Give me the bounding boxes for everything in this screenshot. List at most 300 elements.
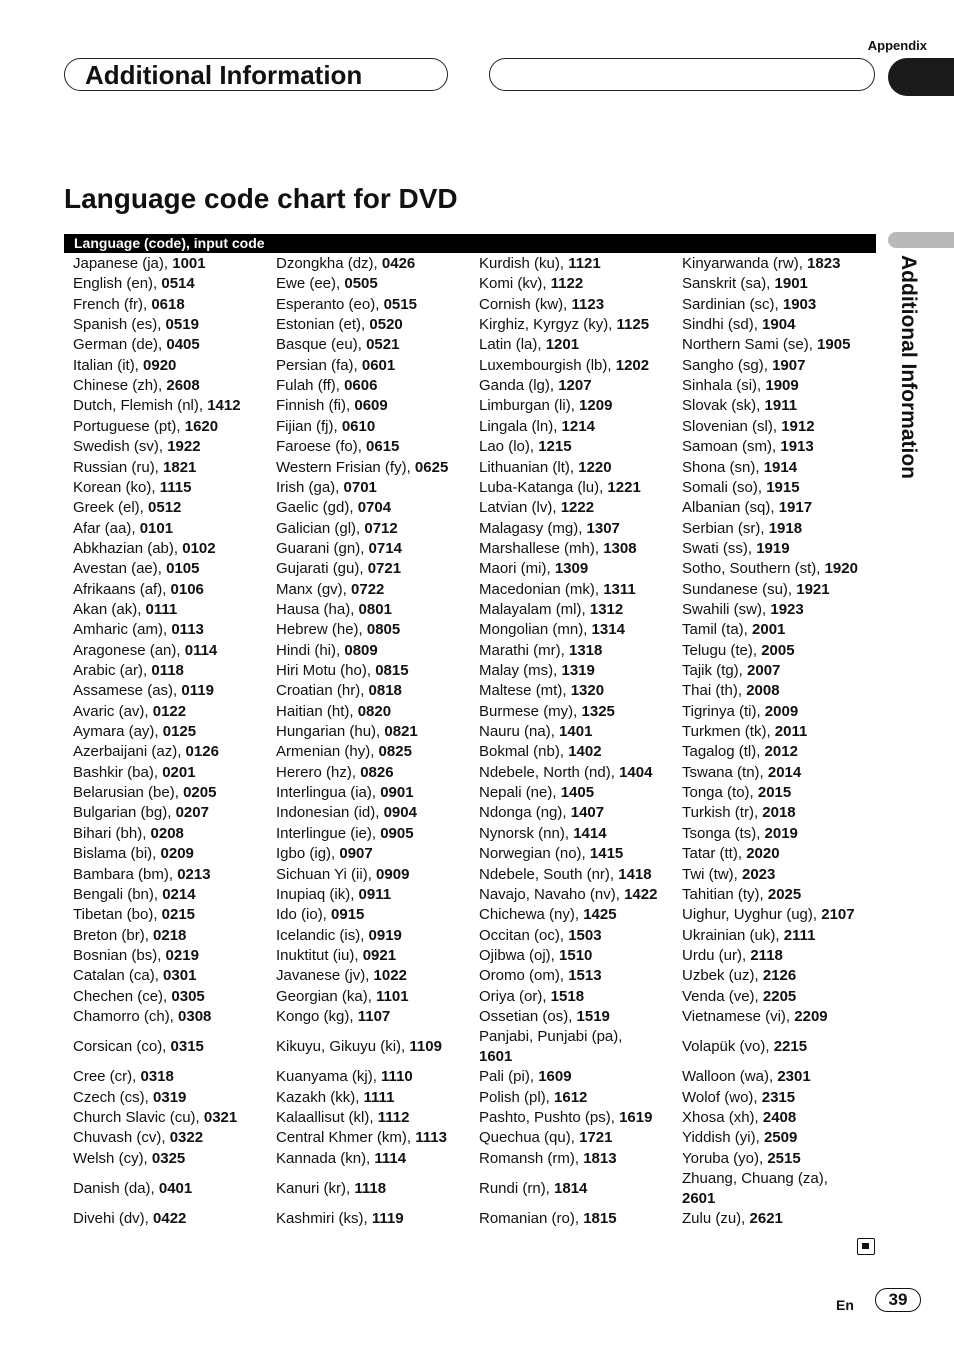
language-name: Slovenian (sl), [682, 417, 782, 435]
language-input-code: 0805 [366, 621, 401, 639]
language-input-code: 0505 [344, 275, 378, 293]
language-name: Macedonian (mk), [479, 580, 604, 598]
language-input-code: 1107 [357, 1007, 391, 1025]
language-input-code: 0920 [143, 356, 177, 374]
language-name: Ndonga (ng), [479, 804, 571, 822]
language-name: Tigrinya (ti), [682, 702, 765, 720]
language-input-code: 2005 [761, 641, 795, 659]
language-entry [479, 1209, 617, 1229]
language-input-code: 1325 [581, 702, 615, 720]
language-input-code: 1112 [377, 1109, 410, 1126]
language-name: Italian (it), [73, 356, 144, 374]
language-input-code: 2118 [750, 946, 783, 964]
language-input-code: 1612 [554, 1088, 588, 1106]
language-entry [479, 742, 602, 762]
language-entry [682, 396, 797, 416]
language-name: Marathi (mr), [479, 641, 569, 659]
language-name: Herero (hz), [276, 763, 361, 781]
language-entry [73, 1149, 185, 1169]
language-name: Kikuyu, Gikuyu (ki), [276, 1038, 410, 1056]
language-input-code: 0610 [341, 417, 376, 435]
table-header: Language (code), input code [64, 234, 876, 253]
language-input-code: 1721 [579, 1129, 613, 1147]
language-input-code: 2018 [762, 804, 796, 822]
language-input-code: 1903 [782, 295, 817, 313]
section-title: Additional Information [85, 60, 363, 90]
language-entry [682, 620, 785, 640]
language-input-code: 1923 [770, 600, 804, 618]
language-name: Polish (pl), [479, 1088, 555, 1106]
language-name: Greek (el), [73, 499, 149, 517]
language-name: Bosnian (bs), [73, 946, 166, 964]
language-entry [276, 519, 398, 539]
language-name: Sanskrit (sa), [682, 275, 775, 293]
language-input-code: 0519 [165, 316, 199, 334]
language-input-code: 1312 [589, 600, 624, 618]
language-name: Inuktitut (iu), [276, 946, 363, 964]
language-entry [682, 1037, 807, 1057]
language-name: Twi (tw), [682, 865, 742, 883]
language-input-code: 1114 [374, 1149, 407, 1167]
language-input-code: 0818 [368, 682, 402, 700]
language-entry [276, 417, 375, 437]
language-entry [276, 437, 399, 457]
language-input-code: 0520 [369, 316, 403, 334]
language-entry [682, 681, 780, 701]
language-input-code: 1109 [409, 1038, 442, 1056]
language-name: Occitan (oc), [479, 926, 569, 944]
language-input-code: 1418 [618, 865, 652, 883]
language-input-code: 0826 [360, 763, 394, 781]
language-name: Icelandic (is), [276, 926, 369, 944]
language-name: Armenian (hy), [276, 743, 379, 761]
language-name: Swahili (sw), [682, 600, 771, 618]
language-input-code: 0609 [354, 397, 388, 415]
language-name: Nauru (na), [479, 723, 560, 741]
language-name: English (en), [73, 275, 162, 293]
language-name: Yoruba (yo), [682, 1149, 768, 1167]
language-name: Aymara (ay), [73, 723, 163, 741]
language-name: Basque (eu), [276, 336, 367, 354]
language-entry [479, 254, 601, 274]
language-entry [276, 295, 417, 315]
language-input-code: 0308 [178, 1007, 212, 1025]
language-entry [479, 1088, 587, 1108]
language-entry [682, 580, 830, 600]
language-input-code: 0820 [357, 702, 392, 720]
language-input-code: 2209 [794, 1007, 828, 1025]
language-input-code: 1814 [554, 1180, 588, 1198]
language-name: Romansh (rm), [479, 1149, 584, 1167]
language-entry [479, 702, 615, 722]
language-entry [276, 1108, 409, 1128]
language-entry [479, 722, 592, 742]
language-entry [479, 661, 595, 681]
language-input-code: 1917 [778, 499, 813, 517]
language-name: Tatar (tt), [682, 845, 747, 863]
language-input-code: 0601 [361, 356, 396, 374]
language-input-code: 1913 [780, 438, 814, 456]
language-entry [73, 376, 200, 396]
language-entry [682, 274, 808, 294]
language-input-code: 1318 [569, 641, 603, 659]
language-input-code: 1412 [207, 397, 241, 415]
language-name: Haitian (ht), [276, 702, 358, 720]
language-entry [276, 376, 377, 396]
language-entry [682, 824, 798, 844]
language-entry [479, 478, 641, 498]
language-name: Kanuri (kr), [276, 1180, 355, 1198]
language-name: Bokmal (nb), [479, 743, 569, 761]
language-entry [276, 1209, 404, 1229]
language-name: Oriya (or), [479, 987, 551, 1005]
language-name: Malayalam (ml), [479, 600, 590, 618]
language-entry [73, 1007, 211, 1027]
language-name: Persian (fa), [276, 356, 362, 374]
language-name: Mongolian (mn), [479, 621, 592, 639]
language-input-code: 0714 [368, 539, 402, 557]
language-name: Xhosa (xh), [682, 1109, 763, 1126]
language-entry [682, 702, 798, 722]
language-input-code: 2014 [767, 763, 802, 781]
appendix-label: Appendix [867, 38, 927, 53]
language-entry [276, 824, 414, 844]
language-name: Malay (ms), [479, 662, 562, 679]
language-name: Dzongkha (dz), [276, 255, 382, 272]
language-name: Igbo (ig), [276, 845, 340, 863]
language-name: Portuguese (pt), [73, 417, 185, 435]
end-of-section-icon [857, 1238, 875, 1255]
language-input-code: 1915 [766, 478, 800, 496]
language-name: Welsh (cy), [73, 1149, 152, 1167]
language-input-code: 0907 [339, 845, 373, 863]
language-entry [479, 905, 617, 925]
language-entry [276, 865, 409, 885]
language-name: Slovak (sk), [682, 397, 765, 415]
language-input-code: 0201 [162, 763, 196, 781]
language-name: Kurdish (ku), [479, 255, 569, 272]
language-input-code: 1405 [560, 784, 595, 802]
language-input-code: 0209 [160, 845, 194, 863]
language-entry [73, 315, 199, 335]
language-input-code: 1920 [824, 560, 858, 578]
language-name: Chamorro (ch), [73, 1007, 179, 1025]
language-input-code: 1022 [373, 967, 407, 985]
language-entry [276, 661, 409, 681]
language-entry [682, 1108, 796, 1128]
language-indicator: En [836, 1297, 854, 1313]
language-name: Bulgarian (bg), [73, 804, 176, 822]
language-input-code: 1125 [616, 316, 650, 334]
language-name: Tahitian (ty), [682, 885, 768, 903]
language-entry [479, 926, 602, 946]
section-title-pill [64, 58, 448, 91]
language-input-code: 0114 [184, 641, 218, 659]
language-entry [479, 1007, 610, 1027]
language-input-code: 1518 [550, 987, 585, 1005]
language-input-code: 1214 [561, 417, 595, 435]
language-input-code: 0106 [170, 580, 204, 598]
language-name: Northern Sami (se), [682, 336, 818, 354]
language-entry [73, 600, 177, 620]
language-entry [479, 987, 584, 1007]
language-entry [479, 1027, 659, 1067]
language-name: Hausa (ha), [276, 600, 359, 618]
language-name: Serbian (sr), [682, 519, 769, 537]
language-name: Swati (ss), [682, 539, 757, 557]
language-input-code: 1220 [578, 458, 612, 476]
language-entry [682, 803, 796, 823]
language-input-code: 1914 [763, 458, 798, 476]
language-entry [276, 580, 384, 600]
language-input-code: 1101 [376, 987, 409, 1005]
language-name: Fijian (fj), [276, 417, 342, 435]
language-input-code: 1110 [381, 1068, 413, 1086]
language-input-code: 1221 [607, 478, 641, 496]
language-name: Kannada (kn), [276, 1149, 375, 1167]
language-input-code: 2301 [777, 1068, 811, 1086]
language-entry [682, 783, 791, 803]
language-input-code: 2009 [764, 702, 799, 720]
language-entry [682, 539, 790, 559]
language-name: Japanese (ja), [73, 255, 173, 272]
language-entry [73, 478, 191, 498]
language-input-code: 0207 [175, 804, 209, 822]
language-entry [682, 926, 815, 946]
language-entry [682, 661, 780, 681]
language-entry [479, 295, 604, 315]
language-entry [73, 1209, 186, 1229]
language-name: Cree (cr), [73, 1068, 141, 1086]
language-entry [682, 987, 796, 1007]
language-entry [479, 356, 649, 376]
language-entry [682, 335, 850, 355]
language-input-code: 0101 [139, 519, 174, 537]
language-name: Ukrainian (uk), [682, 926, 784, 944]
language-name: Manx (gv), [276, 580, 352, 598]
language-name: Hindi (hi), [276, 641, 345, 659]
language-name: Gujarati (gu), [276, 560, 368, 578]
language-entry [73, 620, 204, 640]
language-entry [276, 987, 409, 1007]
language-input-code: 1402 [568, 743, 602, 761]
language-input-code: 0712 [364, 519, 398, 537]
language-input-code: 0113 [171, 621, 204, 639]
language-input-code: 1823 [807, 255, 841, 272]
language-entry [479, 865, 652, 885]
language-input-code: 1307 [586, 519, 620, 537]
language-name: Divehi (dv), [73, 1210, 154, 1228]
language-input-code: 2608 [166, 377, 200, 395]
language-entry [682, 376, 799, 396]
language-entry [276, 1149, 406, 1169]
language-name: Fulah (ff), [276, 377, 345, 395]
language-name: Faroese (fo), [276, 438, 367, 456]
language-input-code: 0618 [151, 295, 185, 313]
language-name: Nynorsk (nn), [479, 824, 574, 842]
language-entry [276, 254, 415, 274]
language-entry [276, 803, 417, 823]
language-input-code: 1122 [550, 275, 584, 293]
language-input-code: 2001 [752, 621, 786, 639]
language-name: Chuvash (cv), [73, 1129, 170, 1147]
language-input-code: 0815 [375, 662, 409, 679]
language-name: Venda (ve), [682, 987, 763, 1005]
language-input-code: 1415 [589, 845, 624, 863]
language-entry [682, 1128, 797, 1148]
language-input-code: 1222 [560, 499, 595, 517]
side-section-label: Additional Information [897, 255, 920, 479]
language-input-code: 0301 [163, 967, 197, 985]
language-name: Kashmiri (ks), [276, 1210, 372, 1228]
language-entry [276, 396, 388, 416]
language-name: Thai (th), [682, 682, 747, 700]
language-name: Burmese (my), [479, 702, 582, 720]
language-name: Latvian (lv), [479, 499, 561, 517]
language-name: Luba-Katanga (lu), [479, 478, 608, 496]
language-entry [73, 661, 184, 681]
language-input-code: 1320 [570, 682, 605, 700]
language-input-code: 0105 [166, 560, 200, 578]
language-name: Somali (so), [682, 478, 767, 496]
language-name: Chichewa (ny), [479, 906, 584, 924]
language-input-code: 1314 [591, 621, 625, 639]
language-entry [276, 742, 412, 762]
language-entry [682, 1169, 862, 1209]
language-name: Galician (gl), [276, 519, 365, 537]
language-name: Chinese (zh), [73, 377, 167, 395]
language-name: Sinhala (si), [682, 377, 766, 395]
language-name: Quechua (qu), [479, 1129, 580, 1147]
language-entry [682, 295, 816, 315]
language-input-code: 2111 [783, 926, 816, 944]
language-entry [73, 274, 195, 294]
language-name: Indonesian (id), [276, 804, 384, 822]
language-entry [276, 844, 373, 864]
language-input-code: 2107 [821, 906, 855, 924]
language-entry [73, 1128, 203, 1148]
language-name: Kalaallisut (kl), [276, 1109, 378, 1126]
language-name: Western Frisian (fy), [276, 458, 415, 476]
language-name: French (fr), [73, 295, 152, 313]
language-entry [276, 478, 377, 498]
language-entry [276, 335, 399, 355]
language-input-code: 1311 [603, 580, 636, 598]
language-input-code: 1207 [558, 377, 592, 395]
language-entry [276, 885, 391, 905]
language-input-code: 0722 [351, 580, 385, 598]
language-name: Navajo, Navaho (nv), [479, 885, 625, 903]
language-name: Ewe (ee), [276, 275, 345, 293]
language-name: Tsonga (ts), [682, 824, 765, 842]
language-input-code: 2011 [774, 723, 808, 741]
language-name: Ossetian (os), [479, 1007, 577, 1025]
language-entry [73, 1067, 174, 1087]
language-input-code: 2025 [767, 885, 802, 903]
language-input-code: 1601 [479, 1048, 513, 1066]
language-name: Ido (io), [276, 906, 332, 924]
language-entry [73, 396, 241, 416]
language-name: Yiddish (yi), [682, 1129, 764, 1147]
language-entry [479, 763, 652, 783]
language-name: Irish (ga), [276, 478, 344, 496]
language-input-code: 0909 [376, 865, 410, 883]
language-entry [276, 600, 392, 620]
language-entry [73, 295, 185, 315]
language-input-code: 0515 [383, 295, 417, 313]
language-input-code: 0319 [153, 1088, 187, 1106]
language-input-code: 1921 [796, 580, 830, 598]
language-entry [479, 641, 602, 661]
language-input-code: 1510 [559, 946, 593, 964]
language-input-code: 1202 [615, 356, 650, 374]
language-name: Croatian (hr), [276, 682, 369, 700]
language-name: Ndebele, South (nr), [479, 865, 619, 883]
language-name: Abkhazian (ab), [73, 539, 183, 557]
language-input-code: 2205 [762, 987, 797, 1005]
language-entry [73, 722, 196, 742]
language-entry [276, 356, 395, 376]
language-entry [276, 905, 364, 925]
language-entry [682, 905, 855, 925]
language-name: Sangho (sg), [682, 356, 773, 374]
language-entry [479, 966, 602, 986]
language-input-code: 2515 [767, 1149, 801, 1167]
language-input-code: 1519 [576, 1007, 610, 1025]
language-input-code: 1911 [764, 397, 798, 415]
language-entry [682, 1067, 811, 1087]
language-name: Pali (pi), [479, 1068, 539, 1086]
language-name: Georgian (ka), [276, 987, 377, 1005]
language-input-code: 0118 [151, 662, 184, 679]
language-entry [682, 356, 805, 376]
language-name: Bislama (bi), [73, 845, 161, 863]
language-entry [479, 885, 657, 905]
language-name: Kongo (kg), [276, 1007, 358, 1025]
language-entry [73, 254, 206, 274]
language-input-code: 2023 [742, 865, 776, 883]
language-name: Shona (sn), [682, 458, 764, 476]
language-input-code: 0205 [183, 784, 217, 802]
language-entry [479, 1067, 572, 1087]
language-name: Latin (la), [479, 336, 546, 354]
language-name: Sotho, Southern (st), [682, 560, 825, 578]
language-name: Arabic (ar), [73, 662, 152, 679]
language-input-code: 0305 [171, 987, 205, 1005]
language-entry [73, 539, 216, 559]
language-entry [73, 865, 211, 885]
language-entry [479, 844, 623, 864]
language-name: Hebrew (he), [276, 621, 367, 639]
language-name: Interlingua (ia), [276, 784, 381, 802]
language-name: Samoan (sm), [682, 438, 781, 456]
language-input-code: 2019 [764, 824, 798, 842]
language-entry [276, 926, 402, 946]
language-name: Estonian (et), [276, 316, 370, 334]
language-name: Amharic (am), [73, 621, 172, 639]
language-name: Belarusian (be), [73, 784, 184, 802]
language-name: Tagalog (tl), [682, 743, 765, 761]
language-entry [479, 1179, 587, 1199]
language-input-code: 2509 [763, 1129, 798, 1147]
language-entry [479, 600, 623, 620]
language-name: Maori (mi), [479, 560, 555, 578]
language-input-code: 1118 [354, 1180, 387, 1198]
language-entry [276, 783, 414, 803]
language-name: Russian (ru), [73, 458, 164, 476]
language-input-code: 0126 [185, 743, 219, 761]
language-input-code: 1901 [774, 275, 808, 293]
